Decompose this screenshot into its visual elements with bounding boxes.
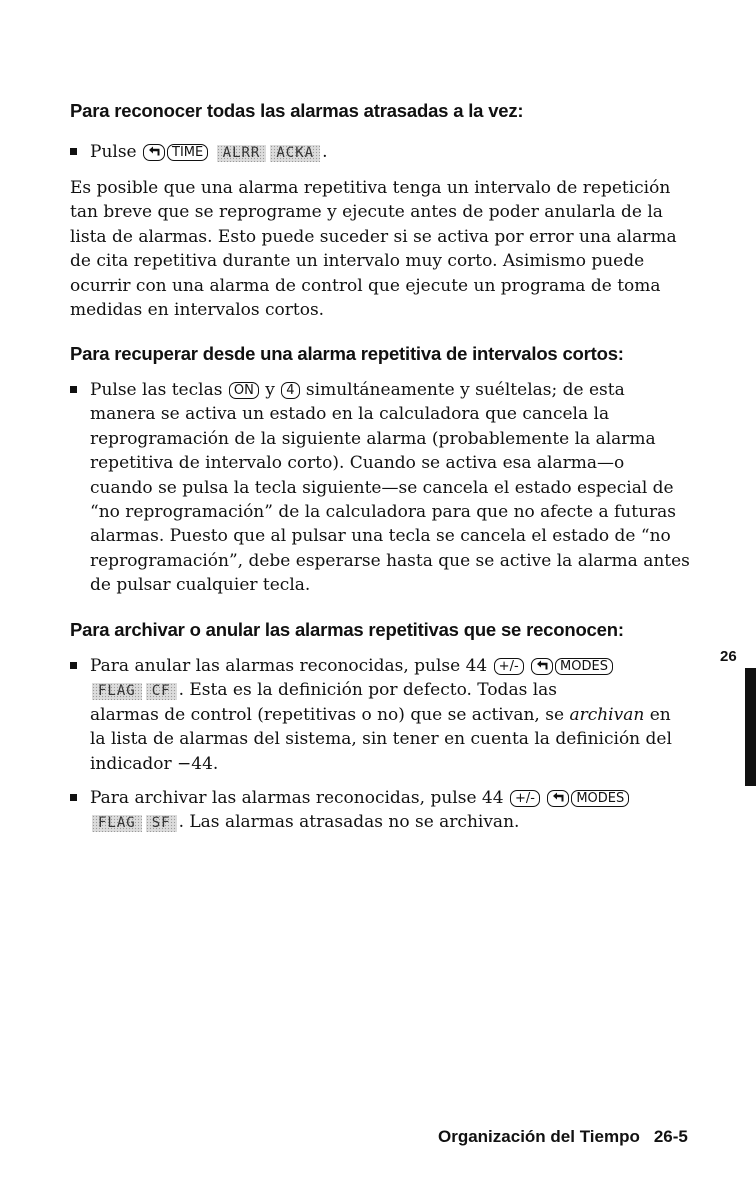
heading-recover-short-interval: Para recuperar desde una alarma repetitiva de intervalos cortos:: [70, 343, 624, 364]
page-footer: [438, 1127, 688, 1147]
chs-key: +/-: [510, 790, 540, 807]
menu-key-acka: ACKA: [270, 145, 320, 162]
menu-key-flag: FLAG: [92, 683, 142, 700]
bullet-acknowledge-all: Pulse TIME ALRR ACKA .: [70, 140, 700, 164]
menu-key-sf: SF: [146, 815, 177, 832]
left-shift-key: [143, 144, 165, 161]
left-shift-key: [531, 658, 553, 675]
chs-key: +/-: [494, 658, 524, 675]
modes-key: MODES: [571, 790, 629, 807]
modes-key: MODES: [555, 658, 613, 675]
bullet-archive-alarms: Para archivar las alarmas reconocidas, pulse 44 +/- MODES FLAG SF . Las alarmas atrasadas no se archivan.: [70, 786, 700, 835]
left-shift-key: [547, 790, 569, 807]
bullet-mark: [70, 794, 77, 801]
heading-acknowledge-all: Para reconocer todas las alarmas atrasadas a la vez:: [70, 100, 524, 121]
footer-title: Organización del Tiempo: [438, 1127, 640, 1146]
left-shift-arrow-icon: [551, 792, 565, 803]
left-shift-arrow-icon: [147, 146, 161, 157]
chapter-tab-bar: [745, 668, 756, 786]
menu-key-cf: CF: [146, 683, 177, 700]
on-key: ON: [229, 382, 259, 399]
four-key: 4: [281, 382, 299, 399]
paragraph-repeat-interval: Es posible que una alarma repetitiva tenga un intervalo de repetición tan breve que se reprograme y ejecute antes de poder anularla de la lista de alarmas. Esto puede suceder si se activa por error una alarma de cita repetitiva durante un intervalo muy corto. Asimismo puede ocurrir con una alarma de control que ejecute un programa de toma medidas en intervalos cortos.: [70, 178, 677, 321]
menu-key-flag: FLAG: [92, 815, 142, 832]
chapter-tab-number: 26: [720, 648, 737, 665]
left-shift-arrow-icon: [535, 660, 549, 671]
menu-key-alrr: ALRR: [217, 145, 267, 162]
bullet-mark: [70, 148, 77, 155]
bullet-recover: Pulse las teclas ON y 4 simultáneamente y suéltelas; de esta manera se activa un estado en la calculadora que cancela la reprogramación de la siguiente alarma (probablemente la alarma repetitiva de intervalo corto). Cuando se activa esa alarma—o cuando se pulsa la tecla siguiente—se cancela el estado especial de “no reprogramación” de la calculadora para que no afecte a futuras alarmas. Puesto que al pulsar una tecla se cancela el estado de “no reprogramación”, debe esperarse hasta que se active la alarma antes de pulsar cualquier tecla.: [70, 378, 700, 598]
bullet-clear-alarms: Para anular las alarmas reconocidas, pulse 44 +/- MODES FLAG CF . Esta es la definición por defecto. Todas las alarmas de control (repetitivas o no) que se activan, se archivan en la lista de alarmas del sistema, sin tener en cuenta la definición del indicador −44.: [70, 654, 700, 776]
time-key: TIME: [167, 144, 208, 161]
page-number: 26-5: [653, 1127, 688, 1146]
bullet-mark: [70, 662, 77, 669]
heading-archive-or-clear: Para archivar o anular las alarmas repetitivas que se reconocen:: [70, 619, 624, 640]
bullet-mark: [70, 386, 77, 393]
